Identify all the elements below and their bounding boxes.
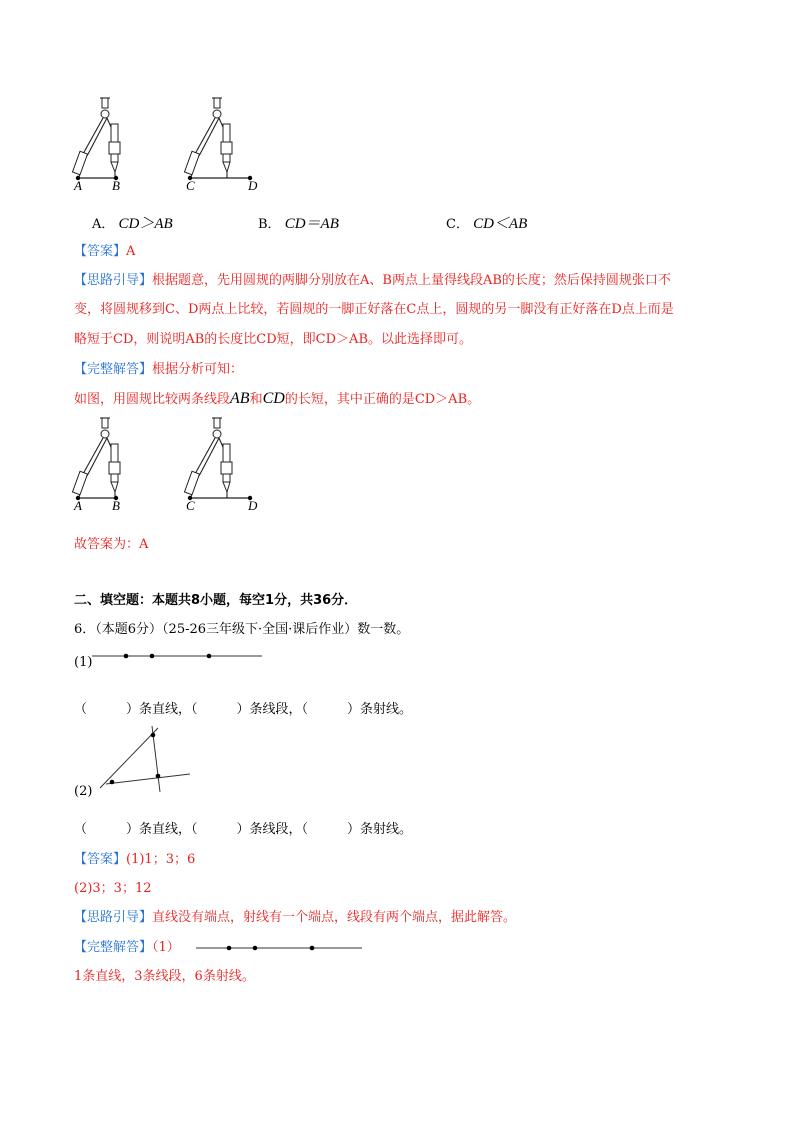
answer-value: A: [126, 244, 136, 259]
q5-hint-line-3: 略短于CD，则说明AB的长度比CD短，即CD＞AB。以此选择即可。: [74, 332, 472, 347]
solution-pre: 如图，用圆规比较两条线段: [74, 392, 231, 407]
option-letter: A．: [92, 217, 115, 232]
hint-tag: 【思路引导】: [74, 910, 153, 925]
q6-part2-figure: [98, 722, 198, 794]
full-solution-tag: 【完整解答】: [74, 362, 153, 377]
q6-stem: 6．（本题6分）（25-26三年级下·全国·课后作业）数一数。: [74, 622, 410, 637]
answer-tag: 【答案】: [74, 244, 127, 259]
compass-drawing: [70, 414, 270, 514]
q5-hint-line-1: [74, 273, 671, 289]
q5-final-answer: 故答案为：A: [74, 537, 149, 552]
option-c: [446, 212, 527, 233]
point-label-c: C: [186, 498, 195, 513]
full-solution-tag: 【完整解答】: [74, 940, 153, 955]
hint-text: 根据题意，先用圆规的两脚分别放在A、B两点上量得线段AB的长度；然后保持圆规张口不: [152, 273, 671, 288]
point-label-d: D: [248, 178, 258, 193]
option-letter: B．: [258, 217, 281, 232]
option-b: [258, 212, 339, 233]
segment-ab: AB: [230, 390, 250, 407]
point-label-c: C: [186, 178, 195, 193]
q6-part1-blanks: （ ）条直线，（ ）条线段，（ ）条射线。: [74, 702, 413, 717]
option-expr: CD＞AB: [118, 216, 173, 232]
point-label-b: B: [112, 498, 120, 513]
full-solution-text: 根据分析可知：: [152, 362, 244, 377]
answer-value: (1)1；3；6: [126, 852, 196, 867]
q6-solution-figure: [196, 940, 366, 954]
hint-tag: 【思路引导】: [74, 273, 153, 288]
hint-text: 直线没有端点，射线有一个端点，线段有两个端点，据此解答。: [152, 910, 517, 925]
q5-full-solution: [74, 362, 243, 378]
q5-solution-sentence: [74, 391, 480, 408]
full-solution-prefix: （1）: [152, 940, 180, 955]
point-label-d: D: [248, 498, 258, 513]
q5-hint-line-2: 变，将圆规移到C、D两点上比较，若圆规的一脚正好落在C点上，圆规的另一脚没有正好落在D点上而是: [74, 302, 674, 317]
q6-part1-label: (1): [74, 655, 93, 670]
q6-answer-row: [74, 852, 195, 868]
option-expr: CD＝AB: [284, 216, 339, 232]
q6-answer-line-2: (2)3；3；12: [74, 881, 152, 896]
compass-figure-solution: [70, 414, 270, 514]
solution-and: 和: [249, 392, 263, 407]
solution-post: 的长短，其中正确的是CD＞AB。: [284, 392, 481, 407]
option-a: [92, 212, 173, 233]
point-label-a: A: [74, 498, 82, 513]
compass-icon: [184, 98, 232, 180]
q6-part2-blanks: （ ）条直线，（ ）条线段，（ ）条射线。: [74, 822, 413, 837]
segment-cd: CD: [262, 390, 285, 407]
compass-icon: [72, 418, 120, 500]
q6-part2-label: (2): [74, 784, 93, 799]
compass-icon: [72, 98, 120, 180]
q6-hint-row: [74, 910, 516, 926]
option-letter: C．: [446, 217, 469, 232]
section-heading: 二、填空题：本题共8小题，每空1分，共36分．: [74, 593, 358, 608]
q6-full-solution: [74, 940, 180, 956]
q6-full-result: 1条直线，3条线段，6条射线。: [74, 969, 255, 984]
option-expr: CD＜AB: [473, 216, 528, 232]
q6-part1-figure: [92, 648, 267, 662]
q5-answer-row: [74, 244, 135, 260]
point-label-b: B: [112, 178, 120, 193]
point-label-a: A: [74, 178, 82, 193]
compass-icon: [184, 418, 232, 500]
answer-tag: 【答案】: [74, 852, 127, 867]
compass-drawing: [70, 94, 270, 194]
compass-figure-top: [70, 94, 270, 194]
